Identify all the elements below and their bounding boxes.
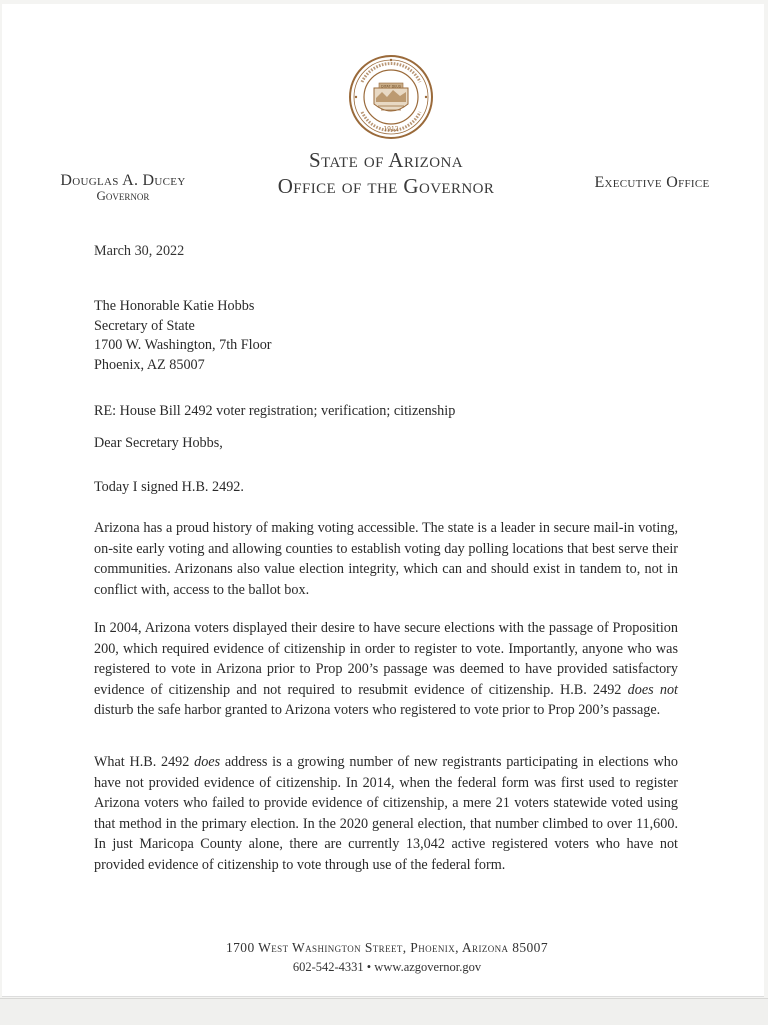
paragraph-accessibility: Arizona has a proud history of making voting accessible. The state is a leader in secure mail-in voting, on-site early voting and allowing counties to establish voting day polling locations that best serve their communities. Arizonans also value election integrity, which can and should exist in tandem to, not in conflict with, access to the ballot box.	[94, 520, 678, 598]
address-line: 1700 W. Washington, 7th Floor	[94, 337, 272, 353]
letter-date: March 30, 2022	[94, 243, 185, 259]
opening-sentence: Today I signed H.B. 2492.	[94, 479, 244, 495]
paragraph-prop-200: In 2004, Arizona voters displayed their desire to have secure elections with the passage of Proposition 200, which required evidence of citizenship in order to register to vote. Importantly, anyone who was registered to vote in Arizona prior to Prop 200’s passage was deemed to have provided satisfactory evidence of citizenship and not required to resubmit evidence of citizenship. H.B. 2492 does not disturb the safe harbor granted to Arizona voters who registered to vote prior to Prop 200’s passage.	[94, 620, 679, 718]
svg-text:DITAT DEUS: DITAT DEUS	[380, 84, 402, 89]
state-seal-graphic	[348, 54, 434, 140]
address-line: Secretary of State	[94, 317, 195, 334]
footer-contact: 602-542-4331 • www.azgovernor.gov	[292, 960, 482, 974]
footer-address: 1700 West Washington Street, Phoenix, Arizona 85007	[226, 940, 548, 955]
subject-line: RE: House Bill 2492 voter registration; verification; citizenship	[94, 403, 456, 419]
address-line: Phoenix, AZ 85007	[94, 356, 205, 373]
svg-text:1912: 1912	[383, 126, 399, 133]
recipient-address	[94, 297, 272, 375]
paragraph-federal-form: What H.B. 2492 does address is a growing number of new registrants participating in elections who have not provided evidence of citizenship. In 2014, when the federal form was first used to register Arizona voters who failed to provide evidence of citizenship, a mere 21 voters statewide voted using that method in the primary election. In the 2020 general election, that number climbed to over 11,600. In just Maricopa County alone, there are currently 13,042 active registered voters who have not provided evidence of citizenship to vote through use of the federal form.	[94, 754, 678, 873]
letter-page	[2, 4, 764, 997]
emphasis-text: does	[194, 754, 221, 770]
governor-title: Governor	[96, 188, 150, 203]
address-line: The Honorable Katie Hobbs	[94, 298, 255, 314]
office-title: Office of the Governor	[277, 174, 495, 198]
emphasis-text: does not	[627, 681, 679, 698]
executive-office-label: Executive Office	[594, 174, 710, 191]
next-page-edge	[0, 998, 768, 1025]
state-title: State of Arizona	[309, 148, 463, 172]
state-seal-icon	[348, 54, 434, 140]
salutation: Dear Secretary Hobbs,	[94, 435, 223, 451]
governor-name: Douglas A. Ducey	[60, 172, 186, 189]
